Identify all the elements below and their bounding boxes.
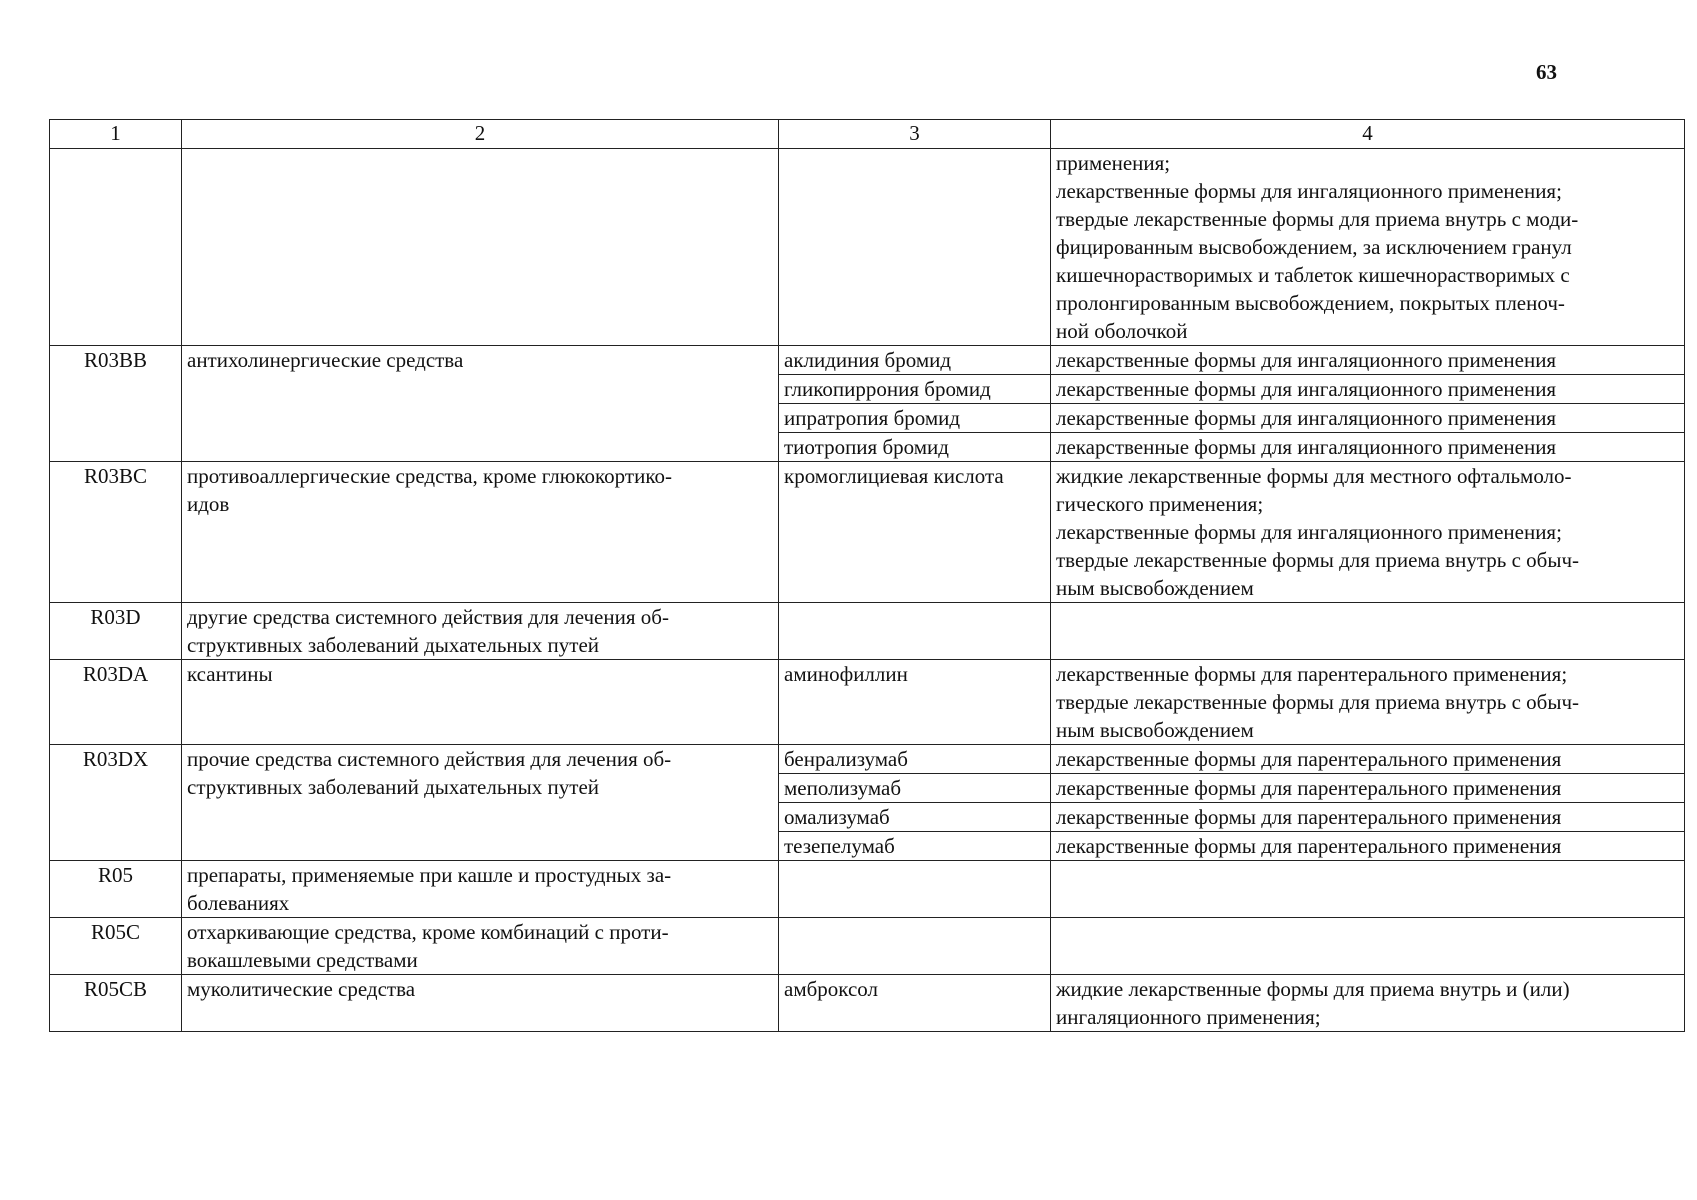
atc-code-cell: R03D — [50, 603, 182, 660]
dosage-forms-cell: лекарственные формы для парентерального применения — [1051, 745, 1685, 774]
drug-cell: аминофиллин — [779, 660, 1051, 745]
group-cell: ксантины — [182, 660, 779, 745]
atc-code-cell: R03BB — [50, 346, 182, 462]
dosage-forms-cell: жидкие лекарственные формы для приема внутрь и (или) ингаляционного применения; — [1051, 975, 1685, 1032]
table-row — [50, 462, 1685, 603]
drug-cell — [779, 861, 1051, 918]
table-row — [50, 975, 1685, 1032]
dosage-forms-cell: лекарственные формы для ингаляционного применения — [1051, 375, 1685, 404]
drug-cell: тиотропия бромид — [779, 433, 1051, 462]
table-row — [50, 861, 1685, 918]
group-cell: прочие средства системного действия для лечения об- структивных заболеваний дыхательных путей — [182, 745, 779, 861]
column-header-4: 4 — [1051, 120, 1685, 149]
drug-cell: гликопиррония бромид — [779, 375, 1051, 404]
column-header-2: 2 — [182, 120, 779, 149]
drug-cell: ипратропия бромид — [779, 404, 1051, 433]
atc-code-cell: R03BC — [50, 462, 182, 603]
drug-table — [49, 119, 1685, 1032]
group-cell: противоаллергические средства, кроме глюкокортико- идов — [182, 462, 779, 603]
group-cell: отхаркивающие средства, кроме комбинаций с проти- вокашлевыми средствами — [182, 918, 779, 975]
dosage-forms-cell: лекарственные формы для парентерального применения; твердые лекарственные формы для приема внутрь с обыч- ным высвобождением — [1051, 660, 1685, 745]
table-header-row — [50, 120, 1685, 149]
table-row — [50, 918, 1685, 975]
table-row — [50, 346, 1685, 375]
column-header-1: 1 — [50, 120, 182, 149]
atc-code-cell — [50, 149, 182, 346]
dosage-forms-cell: лекарственные формы для парентерального применения — [1051, 832, 1685, 861]
atc-code-cell: R05CB — [50, 975, 182, 1032]
drug-cell: меполизумаб — [779, 774, 1051, 803]
atc-code-cell: R03DX — [50, 745, 182, 861]
drug-cell — [779, 918, 1051, 975]
dosage-forms-cell — [1051, 918, 1685, 975]
dosage-forms-cell: применения; лекарственные формы для ингаляционного применения; твердые лекарственные формы для приема внутрь с моди- фицированным высвобождением, за исключением гранул кишечнорастворимых и таблеток кишечнорастворимых с пролонгированным высвобождением, покрытых пленоч- ной оболочкой — [1051, 149, 1685, 346]
dosage-forms-cell — [1051, 603, 1685, 660]
drug-cell — [779, 149, 1051, 346]
dosage-forms-cell: лекарственные формы для ингаляционного применения — [1051, 404, 1685, 433]
group-cell: муколитические средства — [182, 975, 779, 1032]
column-header-3: 3 — [779, 120, 1051, 149]
dosage-forms-cell: лекарственные формы для парентерального применения — [1051, 803, 1685, 832]
atc-code-cell: R03DA — [50, 660, 182, 745]
group-cell: препараты, применяемые при кашле и простудных за- болеваниях — [182, 861, 779, 918]
dosage-forms-cell — [1051, 861, 1685, 918]
group-cell: другие средства системного действия для лечения об- структивных заболеваний дыхательных путей — [182, 603, 779, 660]
drug-cell: амброксол — [779, 975, 1051, 1032]
dosage-forms-cell: лекарственные формы для парентерального применения — [1051, 774, 1685, 803]
table-row — [50, 149, 1685, 346]
table-row — [50, 745, 1685, 774]
drug-cell: омализумаб — [779, 803, 1051, 832]
drug-cell: кромоглициевая кислота — [779, 462, 1051, 603]
drug-cell — [779, 603, 1051, 660]
group-cell: антихолинергические средства — [182, 346, 779, 462]
page-number: 63 — [1536, 60, 1557, 84]
dosage-forms-cell: лекарственные формы для ингаляционного применения — [1051, 346, 1685, 375]
drug-cell: тезепелумаб — [779, 832, 1051, 861]
table-row — [50, 660, 1685, 745]
atc-code-cell: R05 — [50, 861, 182, 918]
atc-code-cell: R05C — [50, 918, 182, 975]
group-cell — [182, 149, 779, 346]
table-row — [50, 603, 1685, 660]
dosage-forms-cell: жидкие лекарственные формы для местного офтальмоло- гического применения; лекарственные формы для ингаляционного применения; твердые лекарственные формы для приема внутрь с обыч- ным высвобождением — [1051, 462, 1685, 603]
drug-cell: бенрализумаб — [779, 745, 1051, 774]
drug-cell: аклидиния бромид — [779, 346, 1051, 375]
dosage-forms-cell: лекарственные формы для ингаляционного применения — [1051, 433, 1685, 462]
